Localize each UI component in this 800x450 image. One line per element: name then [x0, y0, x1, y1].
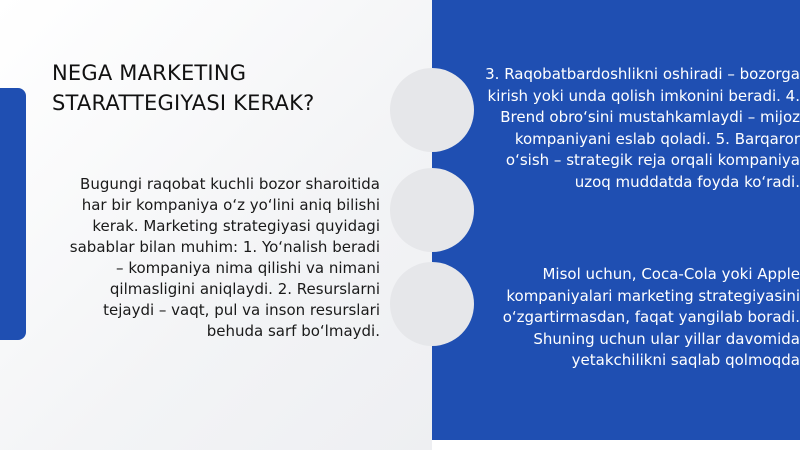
- left-paragraph: Bugungi raqobat kuchli bozor sharoitida har bir kompaniya o‘z yo‘lini aniq bilishi kerak. Marketing strategiyasi quyidagi sabablar bilan muhim: 1. Yo‘nalish beradi – kompaniya nima qilishi va nimani qilmasligini aniqlaydi. 2. Resurslarni tejaydi – vaqt, pul va inson resurslari behuda sarf bo‘lmaydi.: [69, 175, 380, 340]
- left-accent-bar: [0, 88, 26, 340]
- slide-title: NEGA MARKETING STARATTEGIYASI KERAK?: [52, 61, 315, 115]
- decorative-circle-middle: [390, 168, 474, 252]
- right-paragraph-reasons: 3. Raqobatbardoshlikni oshiradi – bozorga kirish yoki unda qolish imkonini beradi. 4. Brend obro‘sini mustahkamlaydi – mijoz kompaniyani eslab qoladi. 5. Barqaror o‘sish – strategik reja orqali kompaniya uzoq muddatda foyda ko‘radi.: [485, 65, 800, 191]
- decorative-circle-top: [390, 68, 474, 152]
- decorative-circle-bottom: [390, 262, 474, 346]
- right-paragraph-example: Misol uchun, Coca-Cola yoki Apple kompaniyalari marketing strategiyasini o‘zgartirmasdan, faqat yangilab boradi. Shuning uchun ular yillar davomida yetakchilikni saqlab qolmoqda: [502, 265, 800, 369]
